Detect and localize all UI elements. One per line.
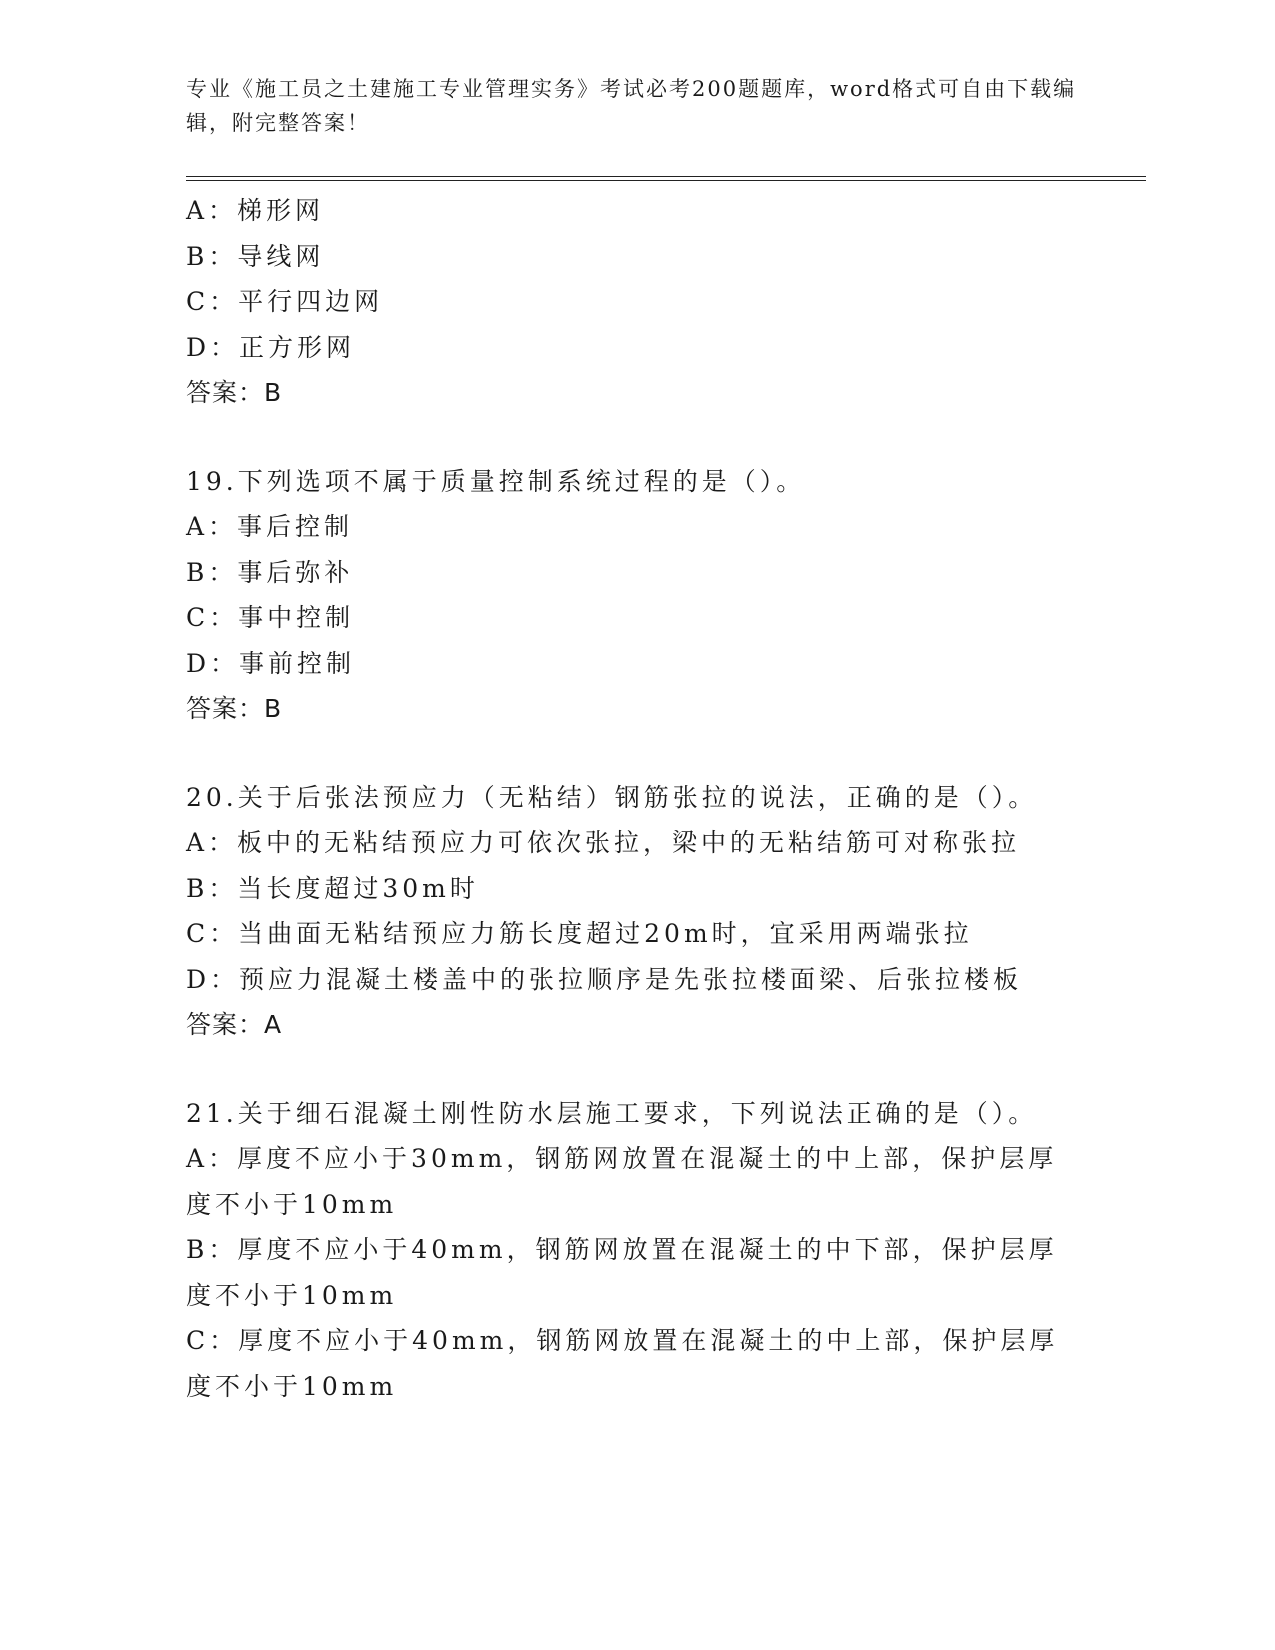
spacer [186,416,1146,459]
option-a: A：板中的无粘结预应力可依次张拉，梁中的无粘结筋可对称张拉 [186,828,1021,857]
option-b: B：当长度超过30m时 [186,873,479,903]
option-c: C：平行四边网 [186,287,384,316]
option-c: C：事中控制 [186,603,355,632]
question-21 [186,1091,1146,1410]
answer-line: 答案：B [186,378,283,407]
option-b: B：事后弥补 [186,557,354,587]
spacer [186,732,1146,775]
question-19 [186,459,1146,732]
question-18 [186,188,1146,416]
document-header: 专业《施工员之土建施工专业管理实务》考试必考200题题库，word格式可自由下载编辑，附完整答案！ [186,77,1077,135]
question-list [186,188,1146,1409]
question-20 [186,775,1146,1048]
option-d: D：事前控制 [186,648,356,678]
option-d: D：预应力混凝土楼盖中的张拉顺序是先张拉楼面梁、后张拉楼板 [186,964,1023,994]
question-text: 19.下列选项不属于质量控制系统过程的是（）。 [186,466,806,496]
answer-line: 答案：B [186,694,283,723]
option-a: A：事后控制 [186,512,354,541]
option-a: A：厚度不应小于30mm，钢筋网放置在混凝土的中上部，保护层厚度不小于10mm [186,1144,1058,1219]
option-d: D：正方形网 [186,332,356,362]
header-divider [186,176,1146,181]
option-c: C：当曲面无粘结预应力筋长度超过20m时，宜采用两端张拉 [186,919,973,948]
question-text: 20.关于后张法预应力（无粘结）钢筋张拉的说法，正确的是（）。 [186,782,1038,812]
answer-line: 答案：A [186,1010,283,1039]
option-b: B：导线网 [186,241,325,271]
option-b: B：厚度不应小于40mm，钢筋网放置在混凝土的中下部，保护层厚度不小于10mm [186,1235,1058,1310]
spacer [186,1048,1146,1091]
option-c: C：厚度不应小于40mm，钢筋网放置在混凝土的中上部，保护层厚度不小于10mm [186,1326,1059,1401]
question-text: 21.关于细石混凝土刚性防水层施工要求，下列说法正确的是（）。 [186,1098,1038,1128]
option-a: A：梯形网 [186,196,325,225]
